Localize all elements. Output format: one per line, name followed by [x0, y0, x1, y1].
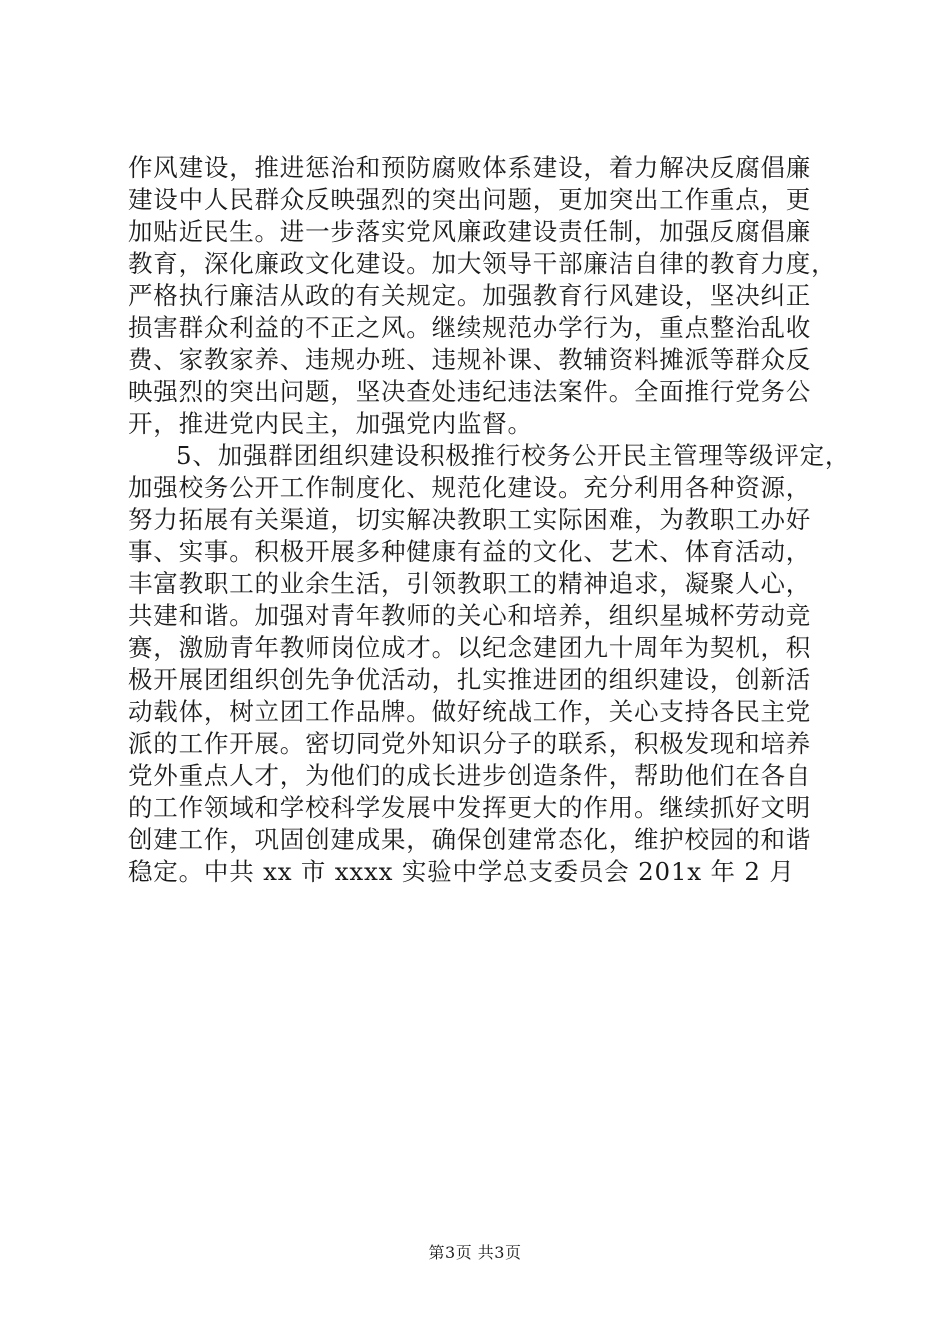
- text-line: 稳定。中共 xx 市 xxxx 实验中学总支委员会 201x 年 2 月: [128, 857, 795, 886]
- text-line: 的工作领域和学校科学发展中发挥更大的作用。继续抓好文明: [128, 793, 812, 822]
- text-line: 极开展团组织创先争优活动，扎实推进团的组织建设，创新活: [128, 665, 812, 694]
- text-line: 作风建设，推进惩治和预防腐败体系建设，着力解决反腐倡廉: [128, 153, 812, 182]
- text-line: 赛，激励青年教师岗位成才。以纪念建团九十周年为契机，积: [128, 633, 812, 662]
- text-line: 派的工作开展。密切同党外知识分子的联系，积极发现和培养: [128, 729, 812, 758]
- page-footer: 第3页 共3页: [428, 1243, 522, 1262]
- text-line: 建设中人民群众反映强烈的突出问题，更加突出工作重点，更: [128, 185, 812, 214]
- text-line: 动载体，树立团工作品牌。做好统战工作，关心支持各民主党: [128, 697, 812, 726]
- text-line: 严格执行廉洁从政的有关规定。加强教育行风建设，坚决纠正: [128, 281, 812, 310]
- text-line: 创建工作，巩固创建成果，确保创建常态化，维护校园的和谐: [128, 825, 812, 854]
- text-line: 事、实事。积极开展多种健康有益的文化、艺术、体育活动，: [128, 537, 812, 566]
- text-line: 开，推进党内民主，加强党内监督。: [128, 409, 533, 438]
- text-line: 教育，深化廉政文化建设。加大领导干部廉洁自律的教育力度，: [128, 249, 837, 278]
- text-line: 加贴近民生。进一步落实党风廉政建设责任制，加强反腐倡廉: [128, 217, 812, 246]
- text-line: 费、家教家养、违规办班、违规补课、教辅资料摊派等群众反: [128, 345, 812, 374]
- text-line: 努力拓展有关渠道，切实解决教职工实际困难，为教职工办好: [128, 505, 812, 534]
- text-line: 损害群众利益的不正之风。继续规范办学行为，重点整治乱收: [128, 313, 812, 342]
- text-line: 加强校务公开工作制度化、规范化建设。充分利用各种资源，: [128, 473, 812, 502]
- text-line: 共建和谐。加强对青年教师的关心和培养，组织星城杯劳动竞: [128, 601, 812, 630]
- text-line: 丰富教职工的业余生活，引领教职工的精神追求，凝聚人心，: [128, 569, 812, 598]
- text-line: 党外重点人才，为他们的成长进步创造条件，帮助他们在各自: [128, 761, 812, 790]
- text-line: 映强烈的突出问题，坚决查处违纪违法案件。全面推行党务公: [128, 377, 812, 406]
- text-line: 5、加强群团组织建设积极推行校务公开民主管理等级评定，: [176, 441, 851, 470]
- document-body: [128, 152, 851, 888]
